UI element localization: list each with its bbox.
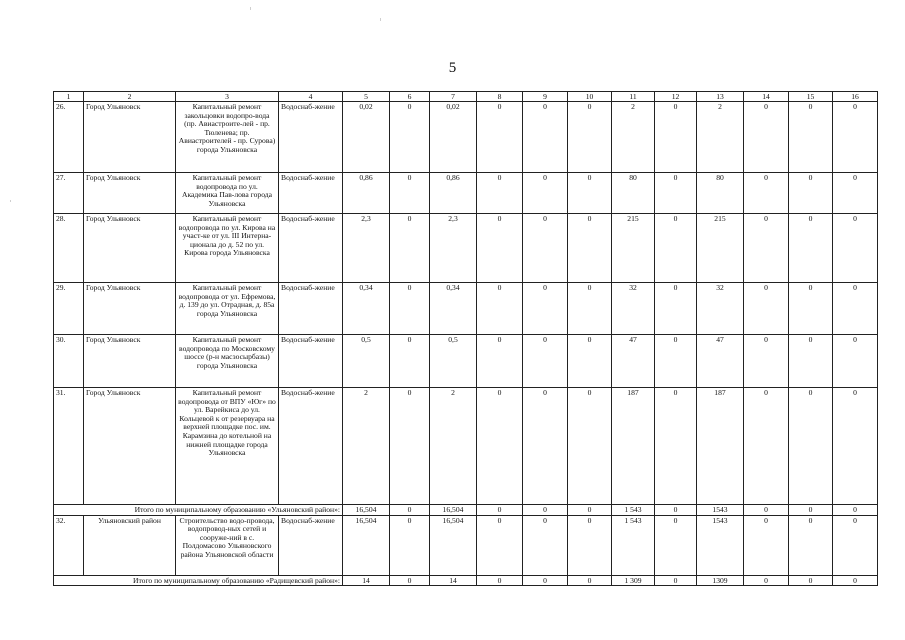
total-row (54, 505, 878, 516)
value-cell: 0 (744, 214, 789, 283)
table-row (54, 335, 878, 388)
value-cell: 0 (744, 388, 789, 505)
value-cell: 0,02 (343, 102, 390, 173)
value-cell: 0 (744, 173, 789, 214)
value-cell: 0 (523, 173, 568, 214)
column-header: 6 (390, 92, 430, 102)
category: Водоснаб-жение (279, 515, 343, 575)
category: Водоснаб-жение (279, 335, 343, 388)
table-row (54, 214, 878, 283)
value-cell: 215 (697, 214, 744, 283)
header-row (54, 92, 878, 102)
value-cell: 0 (523, 515, 568, 575)
value-cell: 187 (612, 388, 655, 505)
value-cell: 2 (430, 388, 477, 505)
column-header: 15 (789, 92, 833, 102)
value-cell: 0 (390, 335, 430, 388)
column-header: 5 (343, 92, 390, 102)
value-cell: 0 (390, 283, 430, 335)
value-cell: 0 (833, 515, 878, 575)
value-cell: 0 (477, 515, 523, 575)
category: Водоснаб-жение (279, 102, 343, 173)
value-cell: 215 (612, 214, 655, 283)
value-cell: 0 (789, 335, 833, 388)
value-cell: 2,3 (430, 214, 477, 283)
value-cell: 0,34 (430, 283, 477, 335)
project-description: Капитальный ремонт водопровода по ул. Кирова на участ-ке от ул. III Интерна-ционала до д. 52 по ул. Кирова города Ульяновска (176, 214, 279, 283)
total-value-cell: 1 543 (612, 505, 655, 516)
value-cell: 0 (789, 388, 833, 505)
scan-artifact (10, 200, 11, 202)
value-cell: 2 (697, 102, 744, 173)
value-cell: 2 (343, 388, 390, 505)
total-value-cell: 0 (568, 505, 612, 516)
total-value-cell: 14 (343, 575, 390, 586)
total-value-cell: 0 (744, 575, 789, 586)
column-header: 16 (833, 92, 878, 102)
value-cell: 0 (568, 214, 612, 283)
value-cell: 0 (655, 335, 697, 388)
row-number: 26. (54, 102, 84, 173)
total-value-cell: 0 (477, 575, 523, 586)
table-row (54, 515, 878, 575)
value-cell: 0 (833, 102, 878, 173)
category: Водоснаб-жение (279, 283, 343, 335)
value-cell: 0 (390, 388, 430, 505)
value-cell: 0 (523, 214, 568, 283)
municipality: Ульяновский район (84, 515, 176, 575)
value-cell: 0 (568, 515, 612, 575)
value-cell: 80 (612, 173, 655, 214)
column-header: 4 (279, 92, 343, 102)
value-cell: 2 (612, 102, 655, 173)
value-cell: 0 (523, 102, 568, 173)
total-value-cell: 0 (568, 575, 612, 586)
value-cell: 0,86 (430, 173, 477, 214)
municipality: Город Ульяновск (84, 335, 176, 388)
value-cell: 0 (833, 173, 878, 214)
value-cell: 0 (744, 283, 789, 335)
page-number: 5 (448, 60, 457, 76)
value-cell: 0 (568, 283, 612, 335)
total-value-cell: 0 (390, 505, 430, 516)
column-header: 7 (430, 92, 477, 102)
total-value-cell: 0 (477, 505, 523, 516)
total-label: Итого по муниципальному образованию «Ульяновский район»: (54, 505, 343, 516)
value-cell: 0 (744, 102, 789, 173)
total-value-cell: 0 (523, 505, 568, 516)
value-cell: 0 (477, 102, 523, 173)
value-cell: 0,02 (430, 102, 477, 173)
value-cell: 16,504 (343, 515, 390, 575)
column-header: 3 (176, 92, 279, 102)
municipality: Город Ульяновск (84, 283, 176, 335)
municipality: Город Ульяновск (84, 173, 176, 214)
total-value-cell: 16,504 (430, 505, 477, 516)
value-cell: 2,3 (343, 214, 390, 283)
category: Водоснаб-жение (279, 173, 343, 214)
value-cell: 1 543 (612, 515, 655, 575)
value-cell: 0 (568, 388, 612, 505)
total-value-cell: 14 (430, 575, 477, 586)
total-value-cell: 0 (833, 505, 878, 516)
value-cell: 0,86 (343, 173, 390, 214)
project-description: Капитальный ремонт водопровода от ул. Ефремова, д. 139 до ул. Отрадная, д. 85а города Ульяновска (176, 283, 279, 335)
value-cell: 0 (833, 335, 878, 388)
row-number: 30. (54, 335, 84, 388)
total-value-cell: 0 (789, 575, 833, 586)
value-cell: 0 (744, 335, 789, 388)
value-cell: 0 (477, 388, 523, 505)
total-row (54, 575, 878, 586)
value-cell: 0 (477, 173, 523, 214)
total-value-cell: 1 309 (612, 575, 655, 586)
value-cell: 0 (390, 173, 430, 214)
total-value-cell: 1543 (697, 505, 744, 516)
table-row (54, 388, 878, 505)
scan-artifact (380, 18, 381, 21)
total-value-cell: 1309 (697, 575, 744, 586)
column-header: 13 (697, 92, 744, 102)
value-cell: 0 (655, 283, 697, 335)
table-row (54, 173, 878, 214)
value-cell: 0 (477, 283, 523, 335)
value-cell: 0 (523, 388, 568, 505)
value-cell: 0 (789, 102, 833, 173)
value-cell: 0 (655, 102, 697, 173)
value-cell: 0 (655, 173, 697, 214)
value-cell: 0 (789, 173, 833, 214)
category: Водоснаб-жение (279, 388, 343, 505)
value-cell: 0 (789, 214, 833, 283)
value-cell: 47 (612, 335, 655, 388)
municipality: Город Ульяновск (84, 214, 176, 283)
value-cell: 0 (390, 214, 430, 283)
row-number: 31. (54, 388, 84, 505)
value-cell: 0 (568, 102, 612, 173)
project-description: Капитальный ремонт водопровода по Московскому шоссе (р-н масзосырбазы) города Ульяновска (176, 335, 279, 388)
column-header: 14 (744, 92, 789, 102)
scan-artifact (250, 7, 251, 10)
municipality: Город Ульяновск (84, 102, 176, 173)
row-number: 29. (54, 283, 84, 335)
total-value-cell: 16,504 (343, 505, 390, 516)
category: Водоснаб-жение (279, 214, 343, 283)
value-cell: 0 (655, 515, 697, 575)
value-cell: 80 (697, 173, 744, 214)
value-cell: 0 (568, 335, 612, 388)
value-cell: 187 (697, 388, 744, 505)
value-cell: 0,5 (343, 335, 390, 388)
column-header: 8 (477, 92, 523, 102)
total-label: Итого по муниципальному образованию «Радищевский район»: (54, 575, 343, 586)
column-header: 2 (84, 92, 176, 102)
value-cell: 0 (523, 335, 568, 388)
column-header: 9 (523, 92, 568, 102)
total-value-cell: 0 (523, 575, 568, 586)
value-cell: 0 (390, 515, 430, 575)
value-cell: 0,5 (430, 335, 477, 388)
row-number: 28. (54, 214, 84, 283)
project-description: Капитальный ремонт водопровода от ВПУ «Юг» по ул. Варейкиса до ул. Кольцевой к от резервуара на верхней площадке пос. им. Карамзина до котельной на нижней площадке города Ульяновска (176, 388, 279, 505)
value-cell: 0 (655, 388, 697, 505)
project-description: Строительство водо-провода, водопровод-ных сетей и сооруже-ний в с. Полдомасово Ульяновского района Ульяновской области (176, 515, 279, 575)
total-value-cell: 0 (789, 505, 833, 516)
data-table (53, 91, 878, 586)
value-cell: 0 (390, 102, 430, 173)
total-value-cell: 0 (833, 575, 878, 586)
total-value-cell: 0 (390, 575, 430, 586)
value-cell: 1543 (697, 515, 744, 575)
column-header: 11 (612, 92, 655, 102)
table-row (54, 283, 878, 335)
value-cell: 0 (833, 388, 878, 505)
value-cell: 32 (697, 283, 744, 335)
value-cell: 47 (697, 335, 744, 388)
total-value-cell: 0 (655, 505, 697, 516)
total-value-cell: 0 (744, 505, 789, 516)
value-cell: 0 (523, 283, 568, 335)
column-header: 10 (568, 92, 612, 102)
row-number: 27. (54, 173, 84, 214)
value-cell: 0 (833, 214, 878, 283)
value-cell: 0,34 (343, 283, 390, 335)
value-cell: 0 (655, 214, 697, 283)
value-cell: 0 (789, 515, 833, 575)
column-header: 12 (655, 92, 697, 102)
value-cell: 0 (568, 173, 612, 214)
column-header: 1 (54, 92, 84, 102)
value-cell: 32 (612, 283, 655, 335)
total-value-cell: 0 (655, 575, 697, 586)
value-cell: 0 (477, 335, 523, 388)
table-row (54, 102, 878, 173)
value-cell: 0 (833, 283, 878, 335)
project-description: Капитальный ремонт закольцовки водопро-вода (пр. Авиастроите-лей - пр. Тюленева; пр. Авиастроителей - пр. Сурова) города Ульяновска (176, 102, 279, 173)
value-cell: 16,504 (430, 515, 477, 575)
row-number: 32. (54, 515, 84, 575)
project-description: Капитальный ремонт водопровода по ул. Академика Пав-лова города Ульяновска (176, 173, 279, 214)
value-cell: 0 (744, 515, 789, 575)
municipality: Город Ульяновск (84, 388, 176, 505)
value-cell: 0 (477, 214, 523, 283)
value-cell: 0 (789, 283, 833, 335)
